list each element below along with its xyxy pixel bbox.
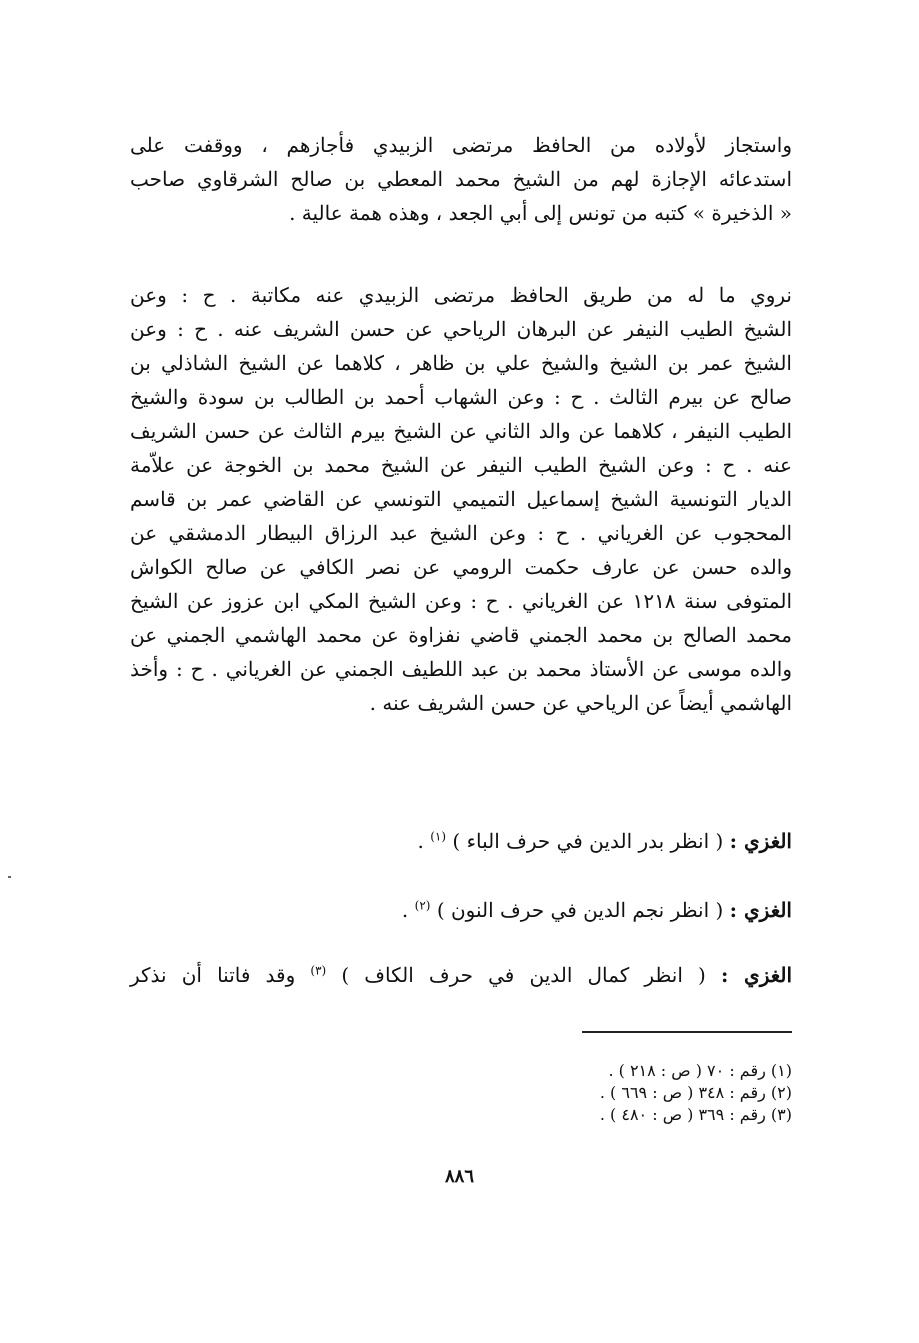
entry-text: ( انظر نجم الدين في حرف النون )	[436, 898, 724, 922]
footnote: (٢) رقم : ٣٤٨ ( ص : ٦٦٩ ) .	[599, 1083, 792, 1102]
footnote: (٣) رقم : ٣٦٩ ( ص : ٤٨٠ ) .	[599, 1105, 792, 1124]
text-line: واستجاز لأولاده من الحافظ مرتضى الزبيدي فأجازهم ، ووقفت على	[130, 133, 792, 157]
entry-text: ( انظر كمال الدين في حرف الكاف )	[341, 963, 706, 987]
text-line: والده حسن عن عارف حكمت الرومي عن نصر الكافي عن صالح الكواش	[130, 555, 792, 579]
text-line: الشيخ الطيب النيفر عن البرهان الرياحي عن حسن الشريف عنه . ح : وعن	[130, 317, 792, 341]
entry-ghazzi-1	[130, 824, 792, 858]
text-line: استدعائه الإجازة لهم من الشيخ محمد المعطي بن صالح الشرقاوي صاحب	[130, 167, 792, 191]
entry-name: الغزي :	[729, 829, 792, 853]
text-line: الطيب النيفر ، كلاهما عن والد الثاني عن الشيخ بيرم الثالث عن حسن الشريف	[130, 419, 792, 443]
text-line: الهاشمي أيضاً عن الرياحي عن حسن الشريف عنه .	[369, 691, 792, 715]
text-line: عنه . ح : وعن الشيخ الطيب النيفر عن الشيخ محمد بن الخوجة عن علاّمة	[130, 453, 792, 477]
page-number: ٨٨٦	[444, 1166, 474, 1187]
text-line: محمد الصالح بن محمد الجمني قاضي نفزاوة عن محمد الهاشمي الجمني عن	[130, 623, 792, 647]
footnote: (١) رقم : ٧٠ ( ص : ٢١٨ ) .	[608, 1061, 792, 1080]
entry-text: ( انظر بدر الدين في حرف الباء )	[452, 829, 724, 853]
paragraph-2	[130, 278, 792, 720]
entry-tail: وقد فاتنا أن نذكر	[130, 963, 296, 987]
text-line: « الذخيرة » كتبه من تونس إلى أبي الجعد ، وهذه همة عالية .	[289, 201, 792, 225]
text-line: المتوفى سنة ١٢١٨ عن الغرياني . ح : وعن الشيخ المكي ابن عزوز عن الشيخ	[130, 589, 792, 613]
text-line: نروي ما له من طريق الحافظ مرتضى الزبيدي عنه مكاتبة . ح : وعن	[130, 283, 792, 307]
entry-ghazzi-3	[130, 958, 792, 992]
footnote-ref: (١)	[430, 829, 447, 844]
paragraph-1	[130, 128, 792, 230]
entry-name: الغزي :	[729, 898, 792, 922]
text-line: الشيخ عمر بن الشيخ والشيخ علي بن ظاهر ، كلاهما عن الشيخ الشاذلي بن	[130, 351, 792, 375]
footnote-ref: (٣)	[310, 963, 327, 978]
entry-ghazzi-2	[130, 893, 792, 927]
entry-tail: .	[401, 898, 409, 922]
text-line: والده موسى عن الأستاذ محمد بن عبد اللطيف الجمني عن الغرياني . ح : وأخذ	[130, 657, 792, 681]
text-line: الديار التونسية الشيخ إسماعيل التميمي التونسي عن القاضي عمر بن قاسم	[130, 487, 792, 511]
text-line: صالح عن بيرم الثالث . ح : وعن الشهاب أحمد بن الطالب بن سودة والشيخ	[130, 385, 792, 409]
entry-name: الغزي :	[720, 963, 793, 987]
entry-tail: .	[417, 829, 424, 853]
footnote-ref: (٢)	[414, 898, 431, 913]
text-line: المحجوب عن الغرياني . ح : وعن الشيخ عبد الرزاق البيطار الدمشقي عن	[130, 521, 792, 545]
footnote-divider	[582, 1031, 792, 1033]
scan-speck	[8, 876, 11, 878]
footnotes	[462, 1060, 792, 1126]
